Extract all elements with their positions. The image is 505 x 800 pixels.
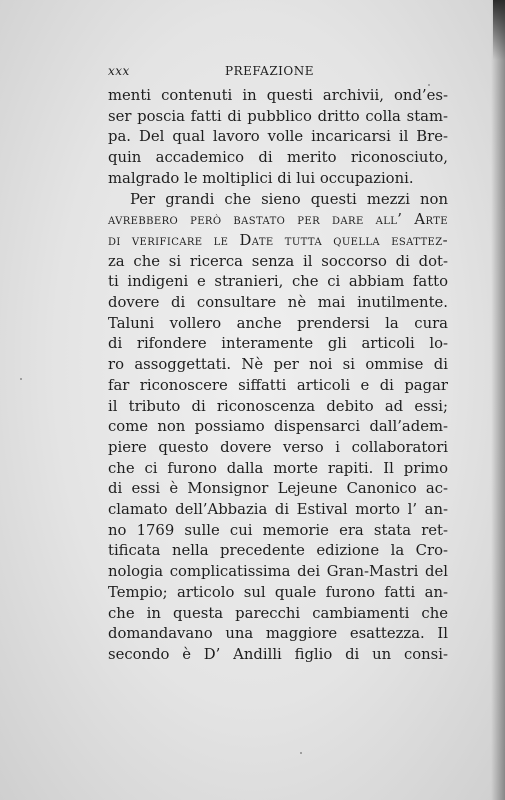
text-line: clamato dell’Abbazia di Estival morto l’ an- [108,501,448,519]
text-line: ser poscia fatti di pubblico dritto colla stam- [108,107,448,125]
text-line: ti indigeni e stranieri, che ci abbiam fatto [108,273,448,291]
text-line: Tempio; articolo sul quale furono fatti an- [108,583,448,601]
text-line: pa. Del qual lavoro volle incaricarsi il Bre- [108,128,448,146]
paper-speck [300,752,302,754]
text-line: malgrado le moltiplici di lui occupazioni. [108,169,414,187]
text-line: domandavano una maggiore esattezza. Il [108,625,448,643]
text-line: come non possiamo dispensarci dall’adem- [108,418,448,436]
title-small-caps: di verificare le Date tutta quella esattez- [108,231,448,249]
text-line: Taluni vollero anche prendersi la cura [108,314,448,332]
page-corner-shadow [493,0,505,60]
text-line: menti contenuti in questi archivii, ond’es- [108,87,448,104]
text-line: che ci furono dalla morte rapiti. Il primo [108,459,448,477]
text-line: far riconoscere siffatti articoli e di pagar [108,376,448,394]
text-line: dovere di consultare nè mai inutilmente. [108,294,448,312]
text-line: che in questa parecchi cambiamenti che [108,604,448,622]
paper-speck [20,378,22,380]
text-line: Per grandi che sieno questi mezzi non [130,190,448,208]
text-line: avrebbero però bastato per dare all’ Arte [108,211,448,229]
page-edge-shadow [491,0,505,800]
text-line: il tributo di riconoscenza debito ad essi; [108,397,448,415]
text-line: no 1769 sulle cui memorie era stata ret- [108,521,448,539]
text-line: quin accademico di merito riconosciuto, [108,149,448,167]
text-line-with-small-caps [108,231,448,252]
text-line: tificata nella precedente edizione la Cro- [108,542,448,560]
running-header [108,64,448,82]
body-text [108,86,448,666]
text-line: nologia complicatissima dei Gran-Mastri del [108,563,448,581]
text-line: secondo è D’ Andilli figlio di un consi- [108,645,448,663]
text-line: za che si ricerca senza il soccorso di dot- [108,252,448,270]
text-line: di essi è Monsignor Lejeune Canonico ac- [108,480,448,498]
page-number: xxx [108,64,130,78]
text-line: di rifondere interamente gli articoli lo- [108,335,448,353]
running-title: PREFAZIONE [225,64,314,78]
text-line: ro assoggettati. Nè per noi si ommise di [108,356,448,374]
text-line: piere questo dovere verso i collaboratori [108,438,448,456]
